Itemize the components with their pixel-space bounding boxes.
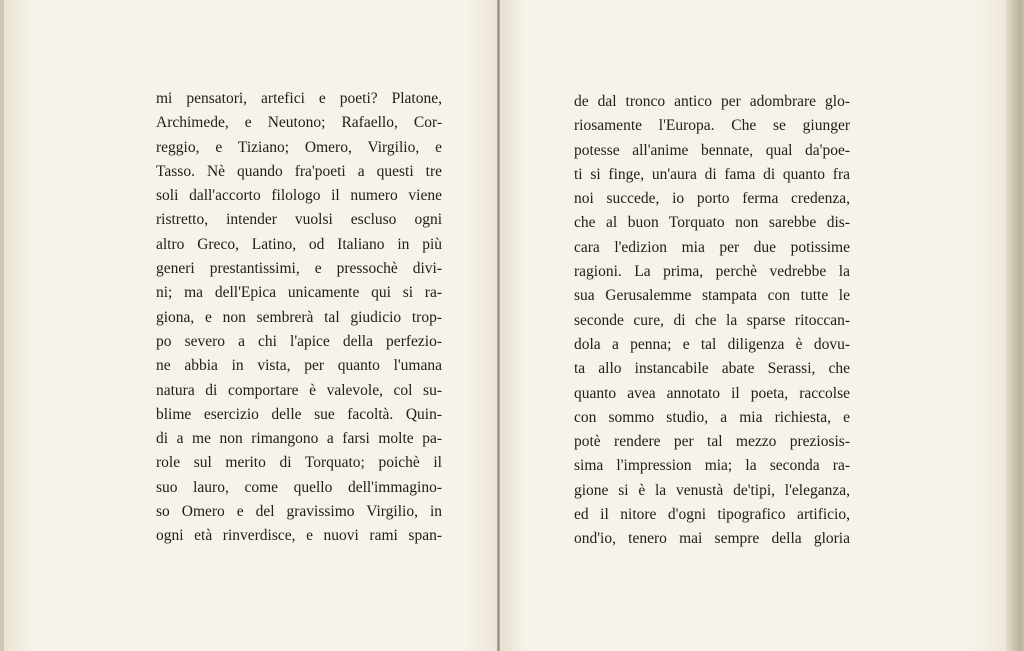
right-page-text [574, 90, 850, 552]
text-line: giona, e non sembrerà tal giudicio trop- [156, 308, 442, 326]
text-line: potè rendere per tal mezzo preziosis- [574, 433, 850, 451]
text-line: dola a penna; e tal diligenza è dovu- [574, 335, 850, 353]
text-line: suo lauro, come quello dell'immagino- [156, 478, 442, 496]
text-line: ta allo instancabile abate Serassi, che [574, 360, 850, 378]
text-line: con sommo studio, a mia richiesta, e [574, 408, 850, 426]
text-line: ristretto, intender vuolsi escluso ogni [156, 211, 442, 229]
text-line: altro Greco, Latino, od Italiano in più [156, 235, 442, 253]
text-line: natura di comportare è valevole, col su- [156, 381, 442, 399]
text-line: che al buon Torquato non sarebbe dis- [574, 214, 850, 232]
text-line: soli dall'accorto filologo il numero viene [156, 187, 442, 205]
text-line: po severo a chi l'apice della perfezio- [156, 332, 442, 350]
text-line: role sul merito di Torquato; poichè il [156, 454, 442, 472]
text-line: ond'io, tenero mai sempre della gloria [574, 530, 850, 548]
text-line: noi succede, io porto ferma credenza, [574, 190, 850, 208]
right-page [500, 0, 1006, 651]
text-line: ogni età rinverdisce, e nuovi rami span- [156, 527, 442, 545]
text-line: ragioni. La prima, perchè vedrebbe la [574, 263, 850, 281]
left-page [4, 0, 498, 651]
text-line: reggio, e Tiziano; Omero, Virgilio, e [156, 138, 442, 156]
text-line: Tasso. Nè quando fra'poeti a questi tre [156, 162, 442, 180]
text-line: mi pensatori, artefici e poeti? Platone, [156, 90, 442, 107]
text-line: sua Gerusalemme stampata con tutte le [574, 287, 850, 305]
text-line: potesse all'anime bennate, qual da'poe- [574, 141, 850, 159]
text-line: sima l'impression mia; la seconda ra- [574, 457, 850, 475]
text-line: di a me non rimangono a farsi molte pa- [156, 430, 442, 448]
text-line: so Omero e del gravissimo Virgilio, in [156, 503, 442, 521]
text-line: quanto avea annotato il poeta, raccolse [574, 384, 850, 402]
text-line: ed il nitore d'ogni tipografico artificio, [574, 506, 850, 524]
text-line: cara l'edizion mia per due potissime [574, 238, 850, 256]
text-line: ni; ma dell'Epica unicamente qui si ra- [156, 284, 442, 302]
text-line: gione si è la venustà de'tipi, l'eleganza, [574, 481, 850, 499]
text-line: seconde cure, di che la sparse ritoccan- [574, 311, 850, 329]
text-line: riosamente l'Europa. Che se giunger [574, 117, 850, 135]
text-line: de dal tronco antico per adombrare glo- [574, 93, 850, 110]
text-line: ne abbia in vista, per quanto l'umana [156, 357, 442, 375]
text-line: Archimede, e Neutono; Rafaello, Cor- [156, 114, 442, 132]
left-page-text [156, 87, 442, 549]
text-line: generi prestantissimi, e pressochè divi- [156, 260, 442, 278]
right-page-edges [1006, 0, 1024, 651]
text-line: ti si finge, un'aura di fama di quanto fra [574, 165, 850, 183]
text-line: blime esercizio delle sue facoltà. Quin- [156, 405, 442, 423]
